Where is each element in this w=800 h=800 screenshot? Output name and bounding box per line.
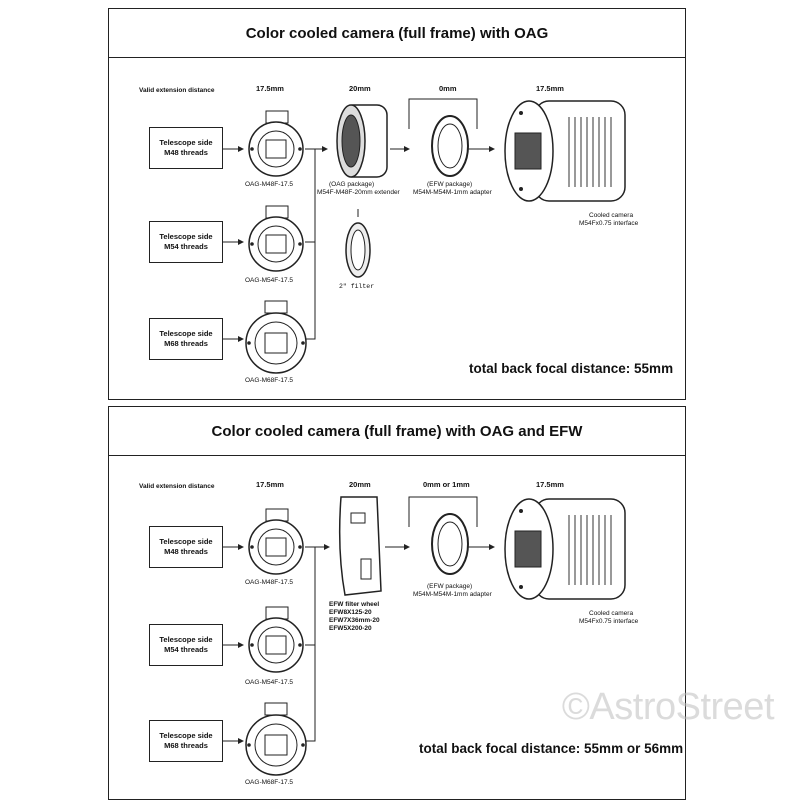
- camera-label: M54Fx0.75 interface: [579, 220, 639, 227]
- oag-drawing: [246, 204, 306, 274]
- telescope-label: Telescope side: [159, 731, 213, 740]
- thread-label: M68 threads: [164, 741, 208, 750]
- oag-drawing: [246, 109, 306, 179]
- telescope-box: [149, 318, 223, 360]
- total-focal-distance: total back focal distance: 55mm: [469, 361, 674, 376]
- telescope-label: Telescope side: [159, 537, 213, 546]
- telescope-box: [149, 720, 223, 762]
- camera-drawing: [499, 95, 633, 207]
- dim-label: 20mm: [349, 480, 371, 489]
- thread-label: M54 threads: [164, 645, 208, 654]
- thread-label: M48 threads: [164, 148, 208, 157]
- thread-label: M48 threads: [164, 547, 208, 556]
- adapter-label: M54M-M54M-1mm adapter: [413, 591, 492, 598]
- extender-drawing: [329, 101, 391, 181]
- filter-wheel-drawing: [331, 491, 387, 599]
- valid-extension-label: Valid extension distance: [139, 483, 215, 490]
- oag-label: OAG-M54F-17.5: [245, 277, 294, 284]
- panel-oag-efw: [108, 406, 686, 800]
- thread-label: M68 threads: [164, 339, 208, 348]
- camera-label: Cooled camera: [589, 212, 634, 219]
- dim-label: 17.5mm: [256, 84, 284, 93]
- camera-drawing: [499, 493, 633, 605]
- dim-label: 20mm: [349, 84, 371, 93]
- dim-label: 17.5mm: [536, 480, 564, 489]
- oag-label: OAG-M68F-17.5: [245, 779, 294, 786]
- panel-title: Color cooled camera (full frame) with OAG and EFW: [211, 422, 583, 440]
- panel-oag: [108, 8, 686, 400]
- dim-label: 17.5mm: [536, 84, 564, 93]
- valid-extension-label: Valid extension distance: [139, 87, 215, 94]
- telescope-label: Telescope side: [159, 232, 213, 241]
- filter-wheel-model: EFW5X200-20: [329, 625, 372, 632]
- oag-label: OAG-M48F-17.5: [245, 181, 294, 188]
- adapter-label: (EFW package): [427, 181, 473, 188]
- dim-label: 0mm or 1mm: [423, 480, 470, 489]
- panel-title: Color cooled camera (full frame) with OAG: [245, 24, 549, 42]
- oag-drawing: [243, 701, 309, 777]
- camera-label: Cooled camera: [589, 610, 634, 617]
- oag-label: OAG-M54F-17.5: [245, 679, 294, 686]
- adapter-label: M54M-M54M-1mm adapter: [413, 189, 492, 196]
- filter-wheel-label: EFW filter wheel: [329, 601, 380, 608]
- telescope-label: Telescope side: [159, 138, 213, 147]
- dim-label: 0mm: [439, 84, 457, 93]
- extender-label: M54F-M48F-20mm extender: [317, 189, 400, 196]
- telescope-label: Telescope side: [159, 329, 213, 338]
- oag-label: OAG-M48F-17.5: [245, 579, 294, 586]
- adapter-label: (EFW package): [427, 583, 473, 590]
- telescope-box: [149, 624, 223, 666]
- adapter-drawing: [427, 509, 473, 579]
- filter-label: 2" filter: [339, 283, 375, 290]
- telescope-box: [149, 127, 223, 169]
- thread-label: M54 threads: [164, 242, 208, 251]
- oag-drawing: [246, 507, 306, 577]
- filter-wheel-model: EFW7X36mm-20: [329, 617, 380, 624]
- adapter-drawing: [427, 111, 473, 181]
- watermark: ©AstroStreet: [561, 686, 774, 728]
- telescope-box: [149, 221, 223, 263]
- oag-drawing: [243, 299, 309, 375]
- total-focal-distance: total back focal distance: 55mm or 56mm: [419, 741, 684, 756]
- telescope-label: Telescope side: [159, 635, 213, 644]
- filter-drawing: [342, 221, 374, 279]
- filter-wheel-model: EFW8X125-20: [329, 609, 372, 616]
- camera-label: M54Fx0.75 interface: [579, 618, 639, 625]
- oag-drawing: [246, 605, 306, 675]
- oag-label: OAG-M68F-17.5: [245, 377, 294, 384]
- telescope-box: [149, 526, 223, 568]
- extender-label: (OAG package): [329, 181, 375, 188]
- dim-label: 17.5mm: [256, 480, 284, 489]
